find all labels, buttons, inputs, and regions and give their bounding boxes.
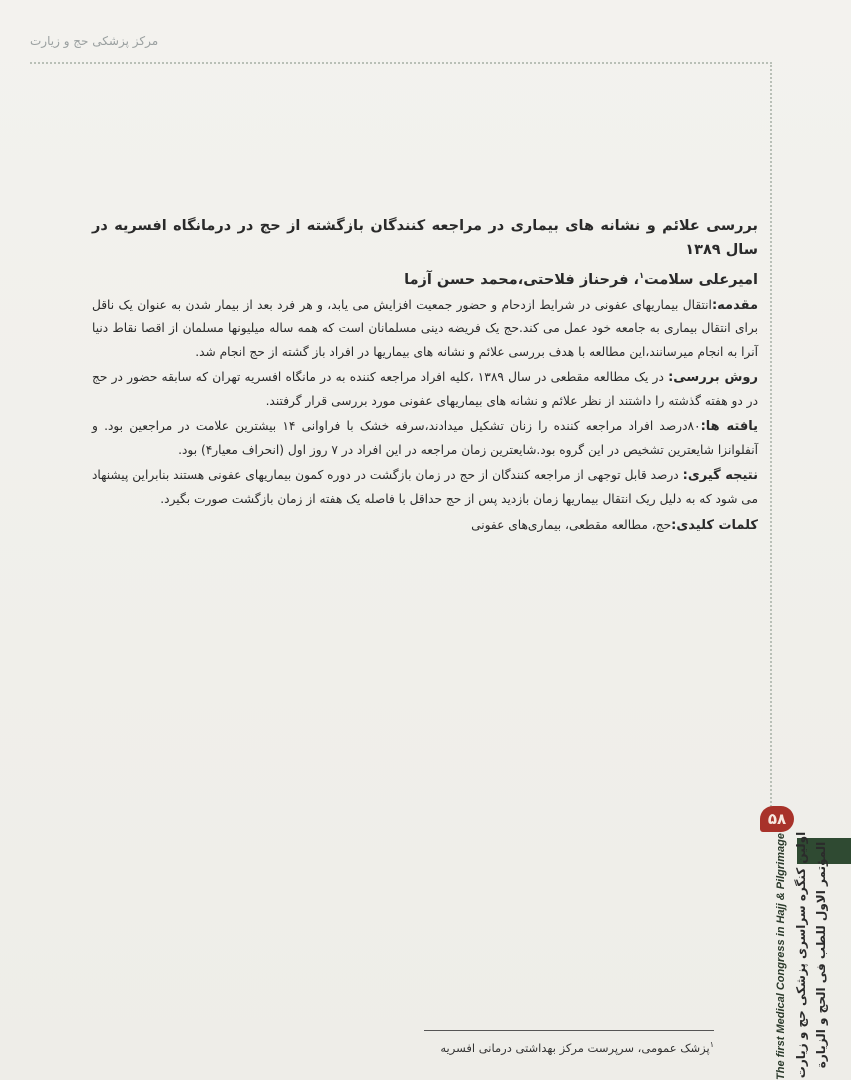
congress-title-arabic: المؤتمر الاول للطب فی الحج و الزیارة [814, 841, 828, 1069]
method-text: در یک مطالعه مقطعی در سال ۱۳۸۹ ،کلیه افراد مراجعه کننده به در مانگاه افسریه تهران که سابقه حضور در حج در دو هفته گذشته را داشتند از نظر علائم و نشانه های بیماریهای عفونی مورد بررسی قرار گرفتند. [92, 370, 758, 408]
results-label: یافته ها: [700, 419, 758, 435]
footnote-text: پزشک عمومی، سرپرست مرکز بهداشتی درمانی افسریه [440, 1040, 710, 1055]
footnote-divider [424, 1030, 714, 1031]
footnote-marker: ۱ [709, 1040, 714, 1049]
intro-label: مقدمه: [711, 297, 758, 313]
intro-section [92, 294, 758, 365]
page-number-badge: ۵۸ [760, 806, 794, 832]
article-title: بررسی علائم و نشانه های بیماری در مراجعه کنندگان بازگشته از حج در درمانگاه افسریه در سال ۱۳۸۹ [92, 218, 758, 258]
keywords-section [92, 513, 758, 538]
conclusion-text: درصد قابل توجهی از مراجعه کنندگان از حج در زمان بازگشت در دوره کمون بیماریهای عفونی هستند بنابراین پیشنهاد می شود که به دلیل ریک انتقال بیماریها زمان بازدید پس از حج حداقل با فاصله یک هفته از زمان بازگشت صورت بگیرد. [92, 468, 758, 506]
intro-text: انتقال بیماریهای عفونی در شرایط ازدحام و حضور جمعیت افزایش می یابد، و هر فرد بعد از بیمار شدن به عنوان یک ناقل برای انتقال بیماری به جامعه خود عمل می کند.حج یک فریضه دینی مسلمانان است که همه ساله میلیونها مسلمان از اقصا نقاط دنیا آنرا به انجام میرسانند،این مطالعه با هدف بررسی علائم و نشانه های بیماریها در افراد باز گشته از حج انجام شد. [92, 297, 758, 359]
author-first: امیرعلی سلامت [643, 271, 758, 288]
results-section [92, 415, 758, 462]
abstract-article [92, 214, 758, 551]
method-label: روش بررسی: [668, 370, 758, 386]
congress-title-english: The first Medical Congress in Hajj & Pilgrimage [775, 833, 787, 1080]
congress-title-persian: اولین کنگره سراسری پزشکی حج و زیارت [794, 831, 808, 1079]
keywords-text: حج، مطالعه مقطعی، بیماری‌های عفونی [471, 518, 672, 533]
keywords-label: کلمات کلیدی: [671, 518, 758, 534]
footnote [424, 1040, 714, 1055]
conclusion-section [92, 464, 758, 511]
author-footnote-marker: ۱ [639, 271, 644, 280]
author-others: ، فرحناز فلاحتی،محمد حسن آزما [404, 271, 640, 288]
conclusion-label: نتیجه گیری: [682, 468, 758, 484]
results-text: ۸۰درصد افراد مراجعه کننده را زنان تشکیل میدادند،سرفه خشک با فراوانی ۱۴ بیشترین علامت در مراجعین بود. و آنفلوانزا شایعترین تشخیص در این گروه بود.شایعترین زمان مراجعه در این افراد در ۷ روز اول (انحراف معیار۴) بود. [92, 419, 758, 457]
running-header: مرکز پزشکی حج و زیارت [30, 34, 159, 48]
article-authors [92, 264, 758, 292]
method-section [92, 366, 758, 413]
